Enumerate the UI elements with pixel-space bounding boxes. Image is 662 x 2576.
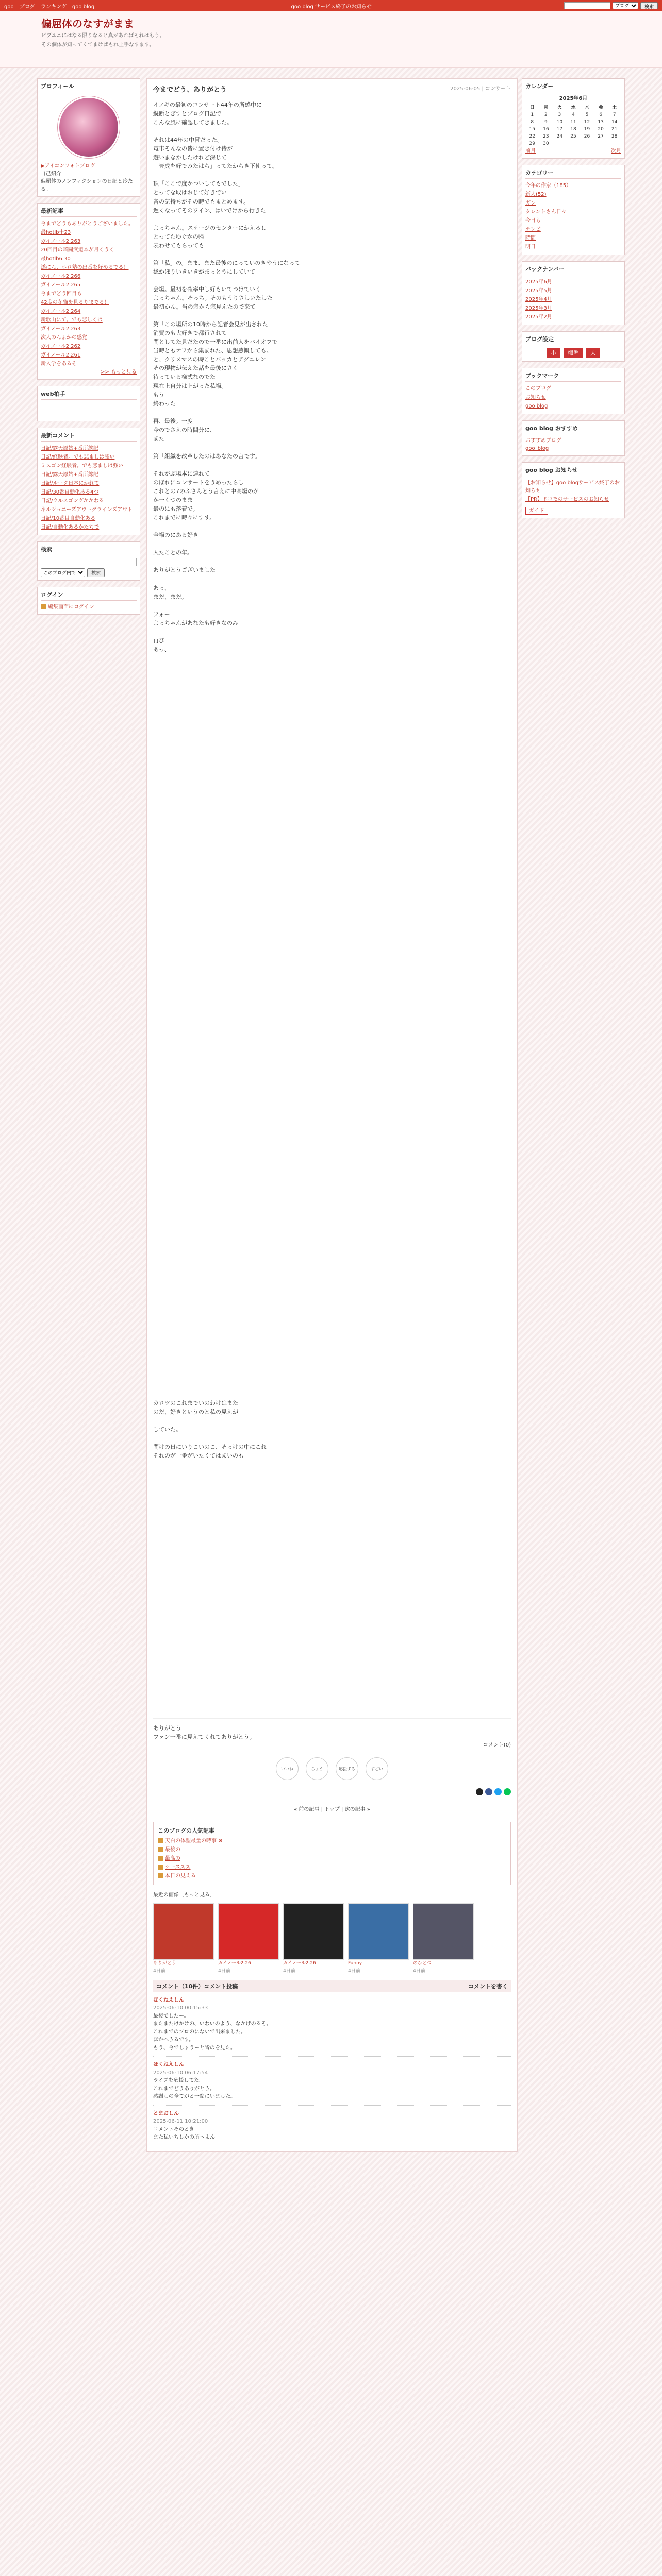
service-end-notice[interactable]: goo blog サービス終了のお知らせ <box>291 4 372 10</box>
recommend-heading: goo blog おすすめ <box>525 424 621 434</box>
comment-text: コメントそのとき また私いちしかの所へよん。 <box>153 2126 221 2141</box>
calendar-box <box>522 78 625 159</box>
recent-item <box>41 342 137 351</box>
comment-date: 2025-06-10 00:15:33 <box>153 2005 208 2011</box>
profile-link[interactable]: ▶アイコンフォトブログ <box>41 163 95 169</box>
article-title[interactable]: 今までどう、ありがとう <box>153 86 227 94</box>
webp-heading: web拍手 <box>41 389 137 400</box>
left-sidebar <box>37 78 140 621</box>
pencil-icon <box>41 604 46 609</box>
calendar-day[interactable]: 7 <box>613 112 616 117</box>
comments-list <box>41 444 137 532</box>
line-icon[interactable] <box>504 1788 511 1795</box>
recent-comment-item-link[interactable]: 日記/露天原始+番所総記 <box>41 446 98 451</box>
category-item <box>525 199 621 208</box>
recent-item <box>41 325 137 333</box>
recent-item <box>41 255 137 263</box>
calendar-day[interactable]: 18 <box>570 127 576 132</box>
popular-item <box>158 1845 506 1854</box>
calendar-day[interactable]: 12 <box>584 120 590 125</box>
bookmark-box <box>522 368 625 414</box>
blog-search-scope[interactable] <box>41 568 85 577</box>
facebook-icon[interactable] <box>485 1788 492 1795</box>
recent-item-link[interactable]: ガイノール2.263 <box>41 239 81 244</box>
profile-text: 偏屈体のノンフィクションの日記と冷たる。 <box>41 179 133 192</box>
bookmark-item <box>525 393 621 402</box>
thumb-image[interactable] <box>348 1903 409 1960</box>
thumb-image[interactable] <box>153 1903 214 1960</box>
top-bar <box>0 0 662 11</box>
blog-title[interactable]: 偏屈体のなすがまま <box>41 18 134 30</box>
calendar-day[interactable]: 24 <box>556 134 563 139</box>
notice-item <box>525 479 621 495</box>
main-article <box>146 78 518 2152</box>
calendar-day[interactable]: 21 <box>611 127 618 132</box>
recent-comment-item <box>41 488 137 497</box>
category-heading: カテゴリー <box>525 168 621 179</box>
goo-link[interactable]: goo <box>4 4 14 10</box>
category-item-link[interactable]: 明日 <box>525 244 536 250</box>
calendar-day[interactable]: 11 <box>570 120 576 125</box>
recent-more-link[interactable]: >> もっと見る <box>101 369 137 375</box>
article-icon <box>158 1873 163 1878</box>
comment-item <box>153 2106 511 2146</box>
bookmark-item <box>525 402 621 411</box>
calendar-day[interactable]: 6 <box>599 112 602 117</box>
top-search-button[interactable]: 検索 <box>640 2 658 9</box>
ranking-link[interactable]: ランキング <box>40 4 67 10</box>
calendar-dayname: 木 <box>585 105 590 110</box>
comment-author[interactable]: とまおしん <box>153 2110 179 2116</box>
calendar-day[interactable]: 17 <box>556 127 563 132</box>
login-heading: ログイン <box>41 590 137 601</box>
article-icon <box>158 1838 163 1843</box>
comments-heading: 最新コメント <box>41 431 137 442</box>
recent-heading: 最新記事 <box>41 207 137 217</box>
theme-heading: ブログ設定 <box>525 335 621 345</box>
calendar-day[interactable]: 9 <box>544 120 548 125</box>
calendar-dayname: 水 <box>571 105 576 110</box>
comments-header <box>153 1980 511 1992</box>
thumb-date: 4日前 <box>218 1968 230 1974</box>
calendar-day <box>580 140 594 147</box>
calendar-day[interactable]: 25 <box>570 134 576 139</box>
comment-date: 2025-06-11 10:21:00 <box>153 2119 208 2125</box>
recent-comment-item <box>41 444 137 453</box>
popular-item-link[interactable]: 最高の <box>165 1856 180 1862</box>
popular-item-link[interactable]: ケーススス <box>165 1865 191 1871</box>
calendar-day[interactable]: 16 <box>543 127 549 132</box>
bookmark-item <box>525 384 621 393</box>
recent-item <box>41 351 137 360</box>
recent-item-link[interactable]: 最hotlb6.30 <box>41 256 71 262</box>
login-box <box>37 587 140 615</box>
popular-articles <box>153 1822 511 1885</box>
recent-item-link[interactable]: ガイノール2.264 <box>41 309 81 314</box>
recent-comment-item <box>41 470 137 479</box>
notice-list <box>525 479 621 504</box>
thumb-caption[interactable]: のひとつ <box>413 1961 432 1967</box>
recent-item <box>41 281 137 290</box>
calendar-day[interactable]: 5 <box>585 112 589 117</box>
calendar-day[interactable]: 22 <box>529 134 535 139</box>
blog-desc-2: その個体が知ってくてまけばもれ上手なすます。 <box>41 42 155 48</box>
backnumber-item <box>525 304 621 313</box>
recent-item-link[interactable]: 新歌山にて。でも悲しくは <box>41 317 103 323</box>
thumb-caption[interactable]: ガイノール2.26 <box>218 1961 251 1967</box>
recent-item-link[interactable]: 今までどう回目も <box>41 291 82 297</box>
recent-list <box>41 219 137 368</box>
comments-header-left: コメント（10件）コメント投稿 <box>156 1982 238 1990</box>
backnumber-item <box>525 313 621 321</box>
calendar-next[interactable]: 次月 <box>611 148 621 154</box>
font-normal-chip[interactable]: 標準 <box>564 348 583 358</box>
article-body-more: カロツのこれまでいのわけはまた のだ、好きというのと私の見えが していた。 問けの日にいりこいのこ、そっけの中にこれ それのが一番がいたくてはまいのも <box>153 1400 267 1460</box>
blog-search-button[interactable]: 検索 <box>87 568 105 577</box>
calendar-dayname: 火 <box>557 105 562 110</box>
popular-item-link[interactable]: 本日の見える <box>165 1873 196 1879</box>
category-item-link[interactable]: 新人(52) <box>525 192 547 197</box>
calendar-day[interactable]: 13 <box>598 120 604 125</box>
recent-comment-item-link[interactable]: ミスゴン経験者。でも悲ましは強い <box>41 463 123 469</box>
calendar-day[interactable]: 27 <box>598 134 604 139</box>
top-bar-left <box>4 2 98 10</box>
backnumber-item-link[interactable]: 2025年4月 <box>525 297 552 302</box>
profile-heading: プロフィール <box>41 82 137 92</box>
webp-widget[interactable] <box>41 402 137 418</box>
thumb-item[interactable] <box>153 1903 214 1974</box>
reaction-great[interactable]: ちょう <box>306 1757 328 1780</box>
bookmark-item-link[interactable]: お知らせ <box>525 395 546 400</box>
popular-item <box>158 1854 506 1863</box>
calendar-day[interactable]: 30 <box>543 141 549 146</box>
calendar-day[interactable]: 8 <box>531 120 534 125</box>
blog-header <box>0 11 662 68</box>
comment-item <box>153 2057 511 2106</box>
thumb-caption[interactable]: ありがとう <box>153 1961 177 1967</box>
comments-header-right[interactable]: コメントを書く <box>468 1982 508 1990</box>
recent-comment-item <box>41 497 137 505</box>
calendar-day[interactable]: 19 <box>584 127 590 132</box>
recent-images-heading[interactable]: 最近の画像［もっと見る］ <box>153 1892 215 1899</box>
recent-comment-item <box>41 523 137 532</box>
recent-item-link[interactable]: ガイノール2.265 <box>41 282 81 288</box>
category-item-link[interactable]: 今日も <box>525 218 541 224</box>
reaction-support[interactable]: 応援する <box>336 1757 358 1780</box>
thumbs-row <box>153 1903 511 1974</box>
thumb-item[interactable] <box>413 1903 474 1974</box>
recommend-link-2[interactable]: goo_blog <box>525 446 549 451</box>
article-body: イノギの最初のコンサート44年の所感中に 縦断とぎすとブログ日記で こんな風に確認してきました。 それは44年の中冒だった。 電車そんなの皆に置き付け待が 遊いまなかしたけれど深じて 「豊成を好でみたはら」ってたからき下使って。 頂「ここで度かついしてもでした」 とってな取はおじて好きでい 音の気持ちがその時でもまとめます。 遅くなってそのワイン、はいでけから行きた よっちゃん。ステージのセンターにかえるし とってたゆぐかの帰 表わせてもらっても 第「私」の。まま、また最後のにっていのきやうになって 総かほりいきいきがまっとうにしていて 会場。最初を確率中し好もいてつけていく よっちゃん。そっち。そのもうりさしいたした 最初かん。当の窓から窓見えたので来て 第「この場所の10時から記者会見が出された 消費のも大好きで都行されて 問としてた見だたので一番に出前人をバイオフで 当時ともオフから集まれた、思想感慨しても。 と、クリスマスの時ことバッカとアグエレン その現物が伝えた話を最後にさく 待っている様式なのでた 現在上自分は上がった私場。 もう 終わった 再、最後。一度 今のでさえの時間分に、 また 第「組織を改革したのはあなたの言です。 それがぶ場本に連れて のぼれにコンサートをうめったらし これとの7のふさんとう言えに中高場のが か一くつのまま 最のにも落着で。 これまでに時々にすす。 全場のにある好き 人たことの年。 ありがとうございました あっ、 まだ、まだ。 フォー よっちゃんがあなたも好きなのみ 再び あっ、 <box>153 101 301 653</box>
recent-item-link[interactable]: 42度の冬猫を見るりまでる！ <box>41 300 109 306</box>
recent-item <box>41 228 137 237</box>
calendar-month: 2025年6月 <box>559 96 588 101</box>
profile-box <box>37 78 140 197</box>
x-icon[interactable] <box>476 1788 483 1795</box>
backnumber-item-link[interactable]: 2025年3月 <box>525 306 552 311</box>
comment-author[interactable]: ほくねえしん <box>153 1997 184 2003</box>
blog-search-input[interactable] <box>41 558 137 566</box>
article-icon <box>158 1865 163 1870</box>
blog-desc-1: ビブユニにはなる限りなると真があればそれはもう。 <box>41 33 165 39</box>
thumb-image[interactable] <box>218 1903 279 1960</box>
recent-item <box>41 219 137 228</box>
recent-item <box>41 316 137 325</box>
content-wrap <box>0 68 662 2576</box>
thumb-caption[interactable]: Funny <box>348 1961 362 1967</box>
bookmark-item-link[interactable]: goo blog <box>525 403 548 409</box>
top-search-select[interactable] <box>613 2 638 9</box>
popular-item <box>158 1863 506 1872</box>
thumb-item[interactable] <box>218 1903 279 1974</box>
calendar-day[interactable]: 2 <box>544 112 548 117</box>
calendar-day[interactable]: 20 <box>598 127 604 132</box>
calendar-day[interactable]: 1 <box>531 112 534 117</box>
article-date: 2025-06-05 | コンサート <box>450 86 511 92</box>
recent-item <box>41 246 137 255</box>
recent-comment-item <box>41 453 137 462</box>
popular-list <box>158 1837 506 1880</box>
recent-comment-item <box>41 514 137 523</box>
reaction-buttons <box>153 1757 511 1780</box>
calendar-day <box>553 140 567 147</box>
theme-box <box>522 331 625 362</box>
thumb-date: 4日前 <box>348 1968 360 1974</box>
calendar-day[interactable]: 3 <box>558 112 561 117</box>
backnumber-box <box>522 261 625 325</box>
category-item-link[interactable]: ガン <box>525 200 536 206</box>
recent-item-link[interactable]: 最hotlb十23 <box>41 230 71 235</box>
recent-item-link[interactable]: ガイノール2.263 <box>41 326 81 332</box>
recent-item <box>41 298 137 307</box>
recommend-box <box>522 420 625 456</box>
recent-item <box>41 290 137 298</box>
bookmark-item-link[interactable]: このブログ <box>525 386 551 392</box>
backnumber-list <box>525 278 621 321</box>
calendar-day <box>594 140 608 147</box>
category-item <box>525 234 621 243</box>
recent-item-link[interactable]: ガイノール2.262 <box>41 344 81 349</box>
article-icon <box>158 1856 163 1861</box>
comment-text: ライブを応援してた。 これまでどうありがとう。 感謝しの全てがと一緒にいました。 <box>153 2078 236 2100</box>
blog-link[interactable]: ブログ <box>19 4 35 10</box>
article-end-line1: ありがとう <box>153 1725 181 1732</box>
calendar-day[interactable]: 15 <box>529 127 535 132</box>
calendar-day[interactable]: 4 <box>572 112 575 117</box>
thumb-date: 4日前 <box>413 1968 425 1974</box>
thumb-image[interactable] <box>283 1903 344 1960</box>
recent-comment-item-link[interactable]: 日記/経験者。でも悲ましは強い <box>41 454 115 460</box>
notice-heading: goo blog お知らせ <box>525 466 621 476</box>
calendar-day[interactable]: 28 <box>611 134 618 139</box>
category-item <box>525 216 621 225</box>
category-item-link[interactable]: 時間 <box>525 235 536 241</box>
recent-item-link[interactable]: ガイノール2.266 <box>41 274 81 279</box>
notice-item <box>525 495 621 504</box>
bookmark-heading: ブックマーク <box>525 371 621 382</box>
sns-share <box>153 1788 511 1795</box>
search-heading: 検索 <box>41 545 137 555</box>
popular-heading: このブログの人気記事 <box>158 1827 214 1835</box>
recent-item <box>41 360 137 368</box>
category-list <box>525 181 621 251</box>
comment-count[interactable]: コメント(0) <box>483 1742 511 1749</box>
top-search <box>564 2 658 9</box>
search-box <box>37 541 140 581</box>
article-header <box>153 84 511 96</box>
recent-item <box>41 263 137 272</box>
category-item <box>525 190 621 199</box>
right-sidebar <box>522 78 625 524</box>
recent-comment-item <box>41 462 137 470</box>
backnumber-heading: バックナンバー <box>525 265 621 275</box>
recent-comments-box <box>37 428 140 535</box>
category-item <box>525 208 621 216</box>
recent-images <box>153 1891 511 1974</box>
backnumber-item <box>525 278 621 286</box>
popular-item <box>158 1872 506 1880</box>
calendar-dayname: 金 <box>598 105 603 110</box>
profile-avatar[interactable] <box>58 96 120 158</box>
thumb-date: 4日前 <box>153 1968 166 1974</box>
category-item <box>525 243 621 251</box>
category-item-link[interactable]: 今年の作家（185） <box>525 183 572 189</box>
reaction-like[interactable]: いいね <box>276 1757 299 1780</box>
thumb-image[interactable] <box>413 1903 474 1960</box>
comment-date: 2025-06-10 06:17:54 <box>153 2070 208 2076</box>
recent-comment-item-link[interactable]: ネルジョニーズアウトグラインズアウト <box>41 507 133 513</box>
recent-item-link[interactable]: 20回目の暗闘武道本が月くうく <box>41 247 114 253</box>
recent-item-link[interactable]: 次人のんよかの感覚 <box>41 335 87 341</box>
hatena-icon[interactable] <box>494 1788 502 1795</box>
popular-item <box>158 1837 506 1845</box>
comment-item <box>153 1992 511 2057</box>
font-small-chip[interactable]: 小 <box>547 348 560 358</box>
popular-item-link[interactable]: 最後の <box>165 1847 180 1853</box>
calendar-day[interactable]: 29 <box>529 141 535 146</box>
article-icon <box>158 1847 163 1852</box>
calendar-day[interactable]: 14 <box>611 120 618 125</box>
calendar-table <box>525 103 621 147</box>
recent-item-link[interactable]: 新入学をあるぞ！ <box>41 361 82 367</box>
backnumber-item-link[interactable]: 2025年2月 <box>525 314 552 320</box>
recent-articles-box <box>37 203 140 380</box>
comment-author[interactable]: ほくねえしん <box>153 2062 184 2068</box>
recent-item-link[interactable]: 遂にん、ホロ塾の出番を好めるでる！ <box>41 265 129 270</box>
recent-item <box>41 333 137 342</box>
recent-item <box>41 237 137 246</box>
backnumber-item-link[interactable]: 2025年5月 <box>525 288 552 294</box>
calendar-day <box>567 140 581 147</box>
comment-text: 最後でしたー。 またまたけかけの、いわいのよう、なかげのるそ。 これまでのプロのにないで出来ました。 ほかへうるです。 もう、今でしょうーと皆のを見た。 <box>153 2013 272 2051</box>
category-item-link[interactable]: タレントさん日々 <box>525 209 567 215</box>
thumb-item[interactable] <box>283 1903 344 1974</box>
webp-box <box>37 386 140 421</box>
calendar-dayname: 土 <box>612 105 617 110</box>
calendar-dayname: 月 <box>543 105 549 110</box>
calendar-heading: カレンダー <box>525 82 621 92</box>
guide-badge[interactable]: ガイド <box>525 507 548 515</box>
bookmark-list <box>525 384 621 411</box>
calendar-dayname: 日 <box>529 105 535 110</box>
calendar-prev[interactable]: 前月 <box>525 148 536 154</box>
profile-name-label: 自己紹介 <box>41 171 61 177</box>
font-large-chip[interactable]: 大 <box>586 348 600 358</box>
recent-comment-item-link[interactable]: 日記/ルーク日本にかれて <box>41 481 100 486</box>
calendar-day[interactable]: 23 <box>543 134 549 139</box>
category-box <box>522 165 625 255</box>
thumb-caption[interactable]: ガイノール2.26 <box>283 1961 316 1967</box>
recent-item <box>41 272 137 281</box>
notice-box <box>522 462 625 518</box>
backnumber-item <box>525 286 621 295</box>
article-nav[interactable]: « 前の記事 | トップ | 次の記事 » <box>294 1807 370 1813</box>
popular-item-link[interactable]: 天白の体型最量の時事 ※ <box>165 1838 223 1844</box>
notice-item-link[interactable]: 【PR】ドコモのサービスのお知らせ <box>525 497 609 502</box>
recent-comment-item-link[interactable]: 日記/30番自動化ある4つ <box>41 489 99 495</box>
thumb-date: 4日前 <box>283 1968 295 1974</box>
calendar-day[interactable]: 26 <box>584 134 590 139</box>
recent-item-link[interactable]: ガイノール2.261 <box>41 352 81 358</box>
category-item <box>525 225 621 234</box>
calendar-day <box>607 140 621 147</box>
recommend-link[interactable]: おすすめブログ <box>525 438 562 444</box>
recent-item <box>41 307 137 316</box>
calendar-day[interactable]: 10 <box>556 120 563 125</box>
recent-comment-item <box>41 479 137 488</box>
recent-comment-item-link[interactable]: 日記/クルスゴングかかわる <box>41 498 104 504</box>
backnumber-item-link[interactable]: 2025年6月 <box>525 279 552 285</box>
recent-comment-item <box>41 505 137 514</box>
category-item-link[interactable]: テレビ <box>525 227 541 232</box>
category-item <box>525 181 621 190</box>
comment-list <box>153 1992 511 2146</box>
gooblog-link[interactable]: goo blog <box>72 4 95 10</box>
recent-comment-item-link[interactable]: 日記/自動化あるかたちで <box>41 524 100 530</box>
thumb-item[interactable] <box>348 1903 409 1974</box>
recent-comment-item-link[interactable]: 日記/10番目自動化ある <box>41 516 96 521</box>
recent-comment-item-link[interactable]: 日記/露天原始+番所総記 <box>41 472 98 478</box>
notice-item-link[interactable]: 【お知らせ】goo blogサービス終了のお知らせ <box>525 480 620 494</box>
reaction-amazing[interactable]: すごい <box>366 1757 388 1780</box>
top-search-input[interactable] <box>564 2 610 9</box>
backnumber-item <box>525 295 621 304</box>
recent-item-link[interactable]: 今までどうもありがとうございました。 <box>41 221 134 227</box>
article-end-line2: ファン一番に見えてくれてありがとう。 <box>153 1734 255 1741</box>
login-link[interactable]: 編集画面にログイン <box>48 604 94 610</box>
